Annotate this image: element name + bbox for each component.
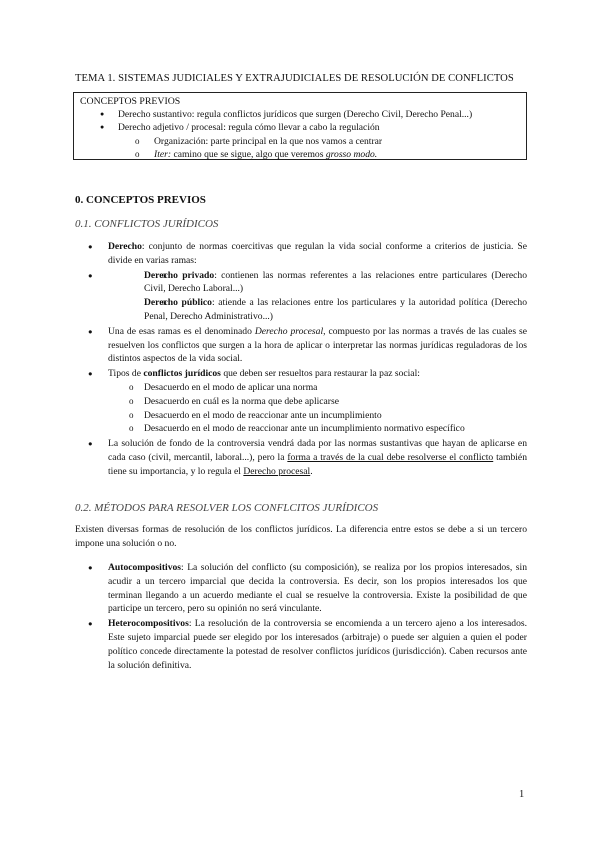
page-number: 1: [519, 789, 525, 800]
box-subitem: o Organización: parte principal en la que nos vamos a centrar: [80, 135, 520, 148]
sub-item: o Desacuerdo en cuál es la norma que debe aplicarse: [75, 395, 527, 409]
methods-intro: Existen diversas formas de resolución de los conflictos jurídicos. La diferencia entre estos se debe a si un tercero impone una solución o no.: [75, 524, 527, 549]
sub-item: o Desacuerdo en el modo de aplicar una norma: [75, 381, 527, 395]
box-heading: CONCEPTOS PREVIOS: [80, 96, 181, 107]
list-item: ● Autocompositivos: La solución del conflicto (su composición), se realiza por los propios interesados, sin acudir a un tercero imparcial que decida la controversia. Es decir, son los propios interesados los que terminan llegando a un acuerdo mediante el cual se resuelve la controversia. Existe la posibilidad de que participe un tercero, pero su opinión no será vinculante.: [75, 561, 527, 616]
conflicts-list: [75, 240, 527, 480]
sub-item: o Desacuerdo en el modo de reaccionar ante un incumplimiento normativo específico: [75, 422, 527, 436]
list-item: ● Tipos de conflictos jurídicos que deben ser resueltos para restaurar la paz social: o Desacuerdo en el modo de aplicar una norma o Desacuerdo en cuál es la norma que debe aplicarse o Desacuerdo en el modo de reaccionar ante un incumplimiento o Desacuerdo en el modo de reaccionar ante un incumplimiento normativo específico: [75, 367, 527, 436]
sub-item: o Desacuerdo en el modo de reaccionar ante un incumplimiento: [75, 409, 527, 423]
list-item: [75, 269, 527, 324]
subsection-heading: 0.2. MÉTODOS PARA RESOLVER LOS CONFLCITOS JURÍDICOS: [75, 502, 379, 514]
list-item: ● La solución de fondo de la controversia vendrá dada por las normas sustantivas que hayan de aplicarse en cada caso (civil, mercantil, laboral...), pero la forma a través de la cual debe resolverse el conflicto también tiene su importancia, y lo regula el Derecho procesal.: [75, 437, 527, 478]
sub-item: o Derecho público: atiende a las relaciones entre los particulares y la autoridad política (Derecho Penal, Derecho Administrativo...): [108, 296, 527, 324]
sub-item: o ● Derecho privado: contienen las normas referentes a las relaciones entre particulares (Derecho Civil, Derecho Laboral...): [108, 269, 527, 297]
methods-list: [75, 561, 527, 673]
box-subitem: o Iter: camino que se sigue, algo que veremos grosso modo.: [80, 148, 520, 161]
list-item: ● Derecho: conjunto de normas coercitivas que regulan la vida social conforme a criterios de justicia. Se divide en varias ramas:: [75, 240, 527, 268]
concepts-box: [73, 92, 527, 160]
subsection-heading: 0.1. CONFLICTOS JURÍDICOS: [75, 218, 219, 230]
box-item: ● Derecho adjetivo / procesal: regula cómo llevar a cabo la regulación: [80, 121, 520, 134]
document-title: TEMA 1. SISTEMAS JUDICIALES Y EXTRAJUDICIALES DE RESOLUCIÓN DE CONFLICTOS: [75, 73, 514, 84]
list-item: ● Heterocompositivos: La resolución de la controversia se encomienda a un tercero ajeno a los interesados. Este sujeto imparcial puede ser elegido por los interesados (arbitraje) o puede ser alguien a quien el poder político concede directamente la potestad de resolver conflictos jurídicos (jurisdicción). Caben recursos ante la solución definitiva.: [75, 617, 527, 672]
box-item: ● Derecho sustantivo: regula conflictos jurídicos que surgen (Derecho Civil, Derecho Penal...): [80, 108, 520, 121]
list-item: ● Una de esas ramas es el denominado Derecho procesal, compuesto por las normas a través de las cuales se resuelven los conflictos que surgen a la hora de aplicar o interpretar las normas jurídicas reguladoras de los distintos aspectos de la vida social.: [75, 325, 527, 366]
section-heading: 0. CONCEPTOS PREVIOS: [75, 194, 206, 206]
